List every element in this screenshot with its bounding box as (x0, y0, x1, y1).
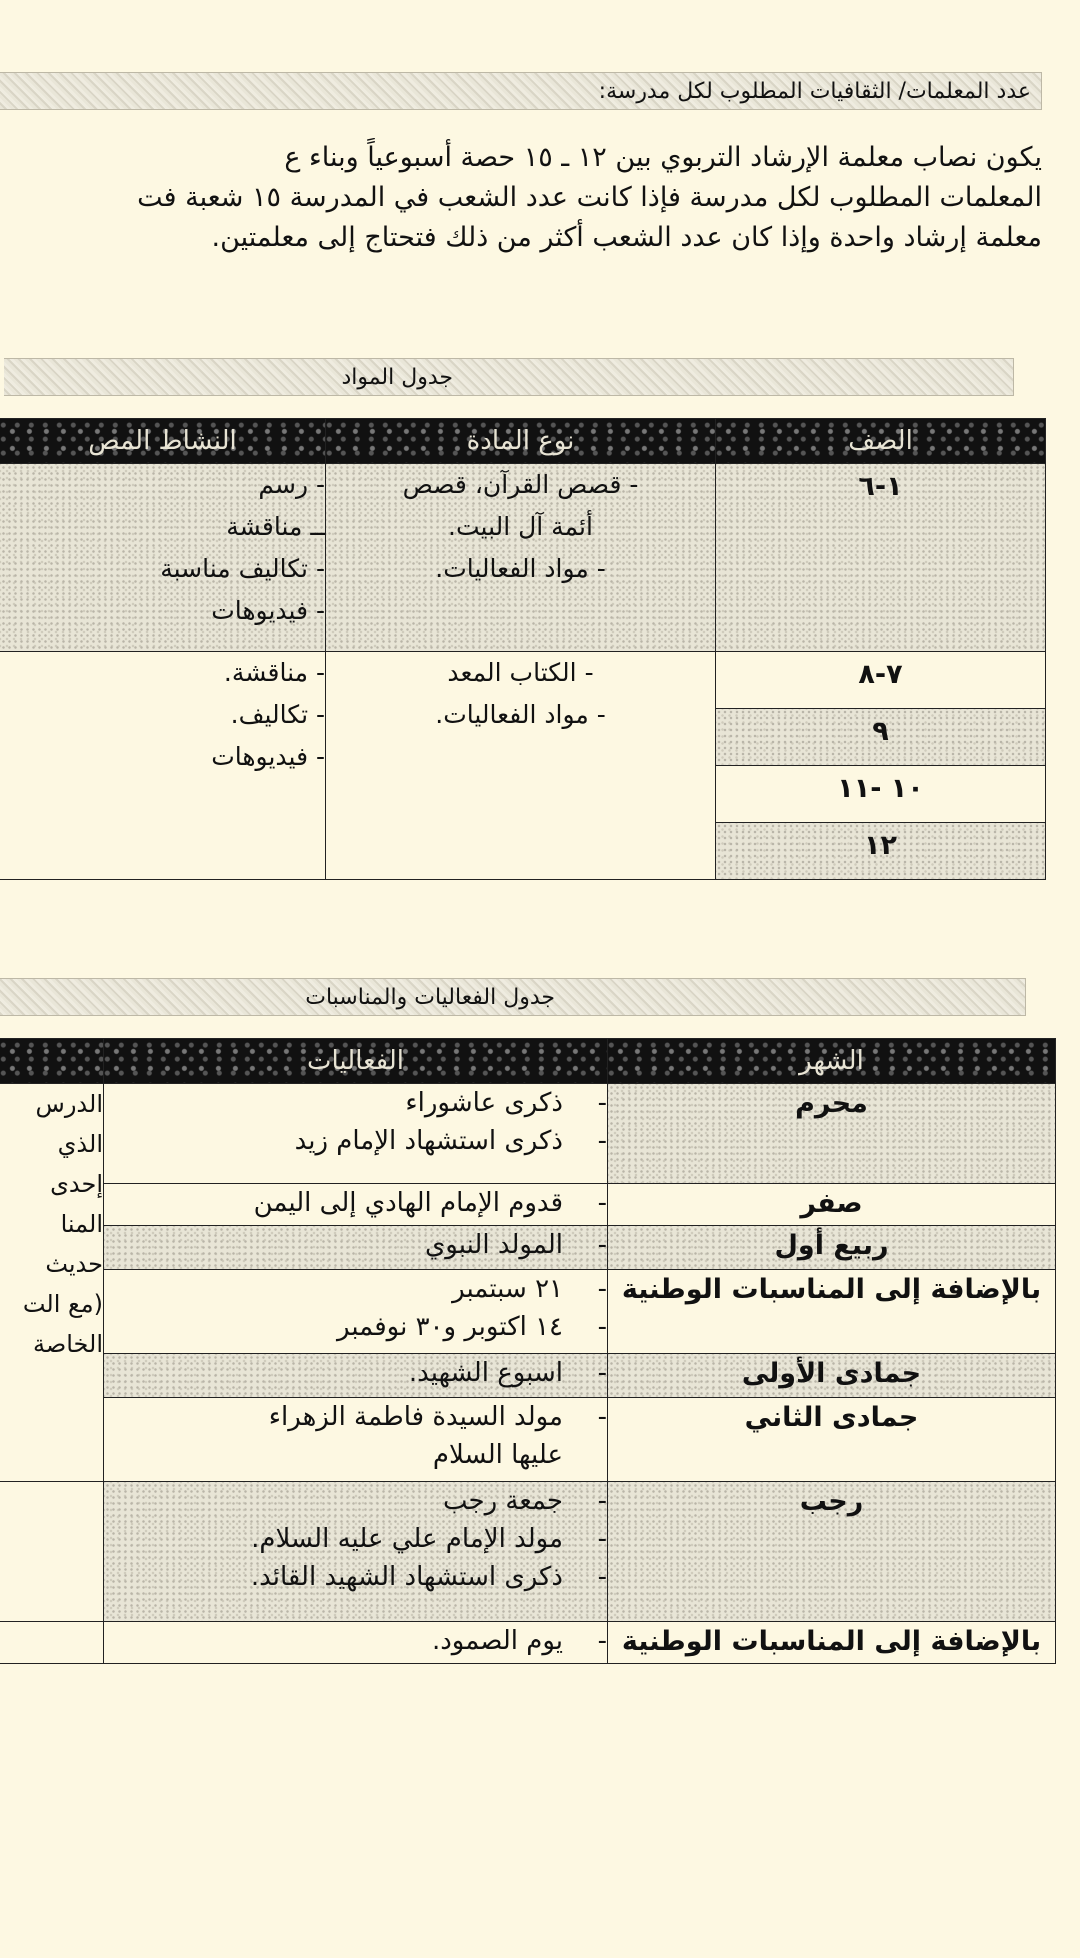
side-empty-cell (0, 1482, 104, 1622)
events-cell: -مولد السيدة فاطمة الزهراء عليها السلام (104, 1398, 608, 1482)
subjects-table (0, 418, 1046, 880)
events-cell: -اسبوع الشهيد. (104, 1354, 608, 1398)
header-month: الشهر (608, 1039, 1056, 1084)
events-cell: -قدوم الإمام الهادي إلى اليمن (104, 1184, 608, 1226)
month-cell: جمادى الثاني (608, 1398, 1056, 1482)
paragraph-line: المعلمات المطلوب لكل مدرسة فإذا كانت عدد الشعب في المدرسة ١٥ شعبة فت (137, 182, 1042, 213)
header-events: الفعاليات (104, 1039, 608, 1084)
side-notes-cell: الدرس الذي إحدى المنا حديث (مع الت الخاصة (0, 1084, 104, 1482)
activity-cell: - مناقشة. - تكاليف. - فيديوهات (0, 652, 326, 880)
grade-cell: ٧-٨ (716, 652, 1045, 709)
side-empty-cell (0, 1622, 104, 1664)
activity-cell: - رسم ــ مناقشة - تكاليف مناسبة - فيديوهات (0, 464, 326, 652)
subject-type-cell: - قصص القرآن، قصص أئمة آل البيت. - مواد الفعاليات. (326, 464, 716, 652)
paragraph-line: معلمة إرشاد واحدة وإذا كان عدد الشعب أكثر من ذلك فتحتاج إلى معلمتين. (211, 222, 1042, 253)
grade-cell: ١٠ -١١ (716, 766, 1045, 823)
grade-cell: ١٢ (716, 823, 1045, 879)
events-cell: -ذكرى عاشوراء -ذكرى استشهاد الإمام زيد (104, 1084, 608, 1184)
events-cell: -المولد النبوي (104, 1226, 608, 1270)
events-cell: -٢١ سبتمبر -١٤ اكتوبر و٣٠ نوفمبر (104, 1270, 608, 1354)
events-table (0, 1038, 1056, 1664)
events-cell: -يوم الصمود. (104, 1622, 608, 1664)
events-table-title: جدول الفعاليات والمناسبات (0, 978, 1026, 1016)
header-extra (0, 1039, 104, 1084)
events-cell: -جمعة رجب -مولد الإمام علي عليه السلام. -ذكرى استشهاد الشهيد القائد. (104, 1482, 608, 1622)
header-activity: النشاط المص (0, 419, 326, 464)
month-cell: رجب (608, 1482, 1056, 1622)
intro-paragraph (0, 138, 1042, 258)
header-subject-type: نوع المادة (326, 419, 716, 464)
grade-cell: ٩ (716, 709, 1045, 766)
month-cell: محرم (608, 1084, 1056, 1184)
section-heading: عدد المعلمات/ الثقافيات المطلوب لكل مدرسة: (0, 72, 1042, 110)
grade-cell: ١-٦ (716, 464, 1046, 652)
subject-type-cell: - الكتاب المعد - مواد الفعاليات. (326, 652, 716, 880)
month-cell: بالإضافة إلى المناسبات الوطنية (608, 1622, 1056, 1664)
month-cell: صفر (608, 1184, 1056, 1226)
paragraph-line: يكون نصاب معلمة الإرشاد التربوي بين ١٢ ـ ١٥ حصة أسبوعياً وبناء ع (284, 142, 1042, 173)
month-cell: جمادى الأولى (608, 1354, 1056, 1398)
header-grade: الصف (716, 419, 1046, 464)
month-cell: ربيع أول (608, 1226, 1056, 1270)
subjects-table-title: جدول المواد (4, 358, 1014, 396)
month-cell: بالإضافة إلى المناسبات الوطنية (608, 1270, 1056, 1354)
grade-group (716, 652, 1046, 880)
